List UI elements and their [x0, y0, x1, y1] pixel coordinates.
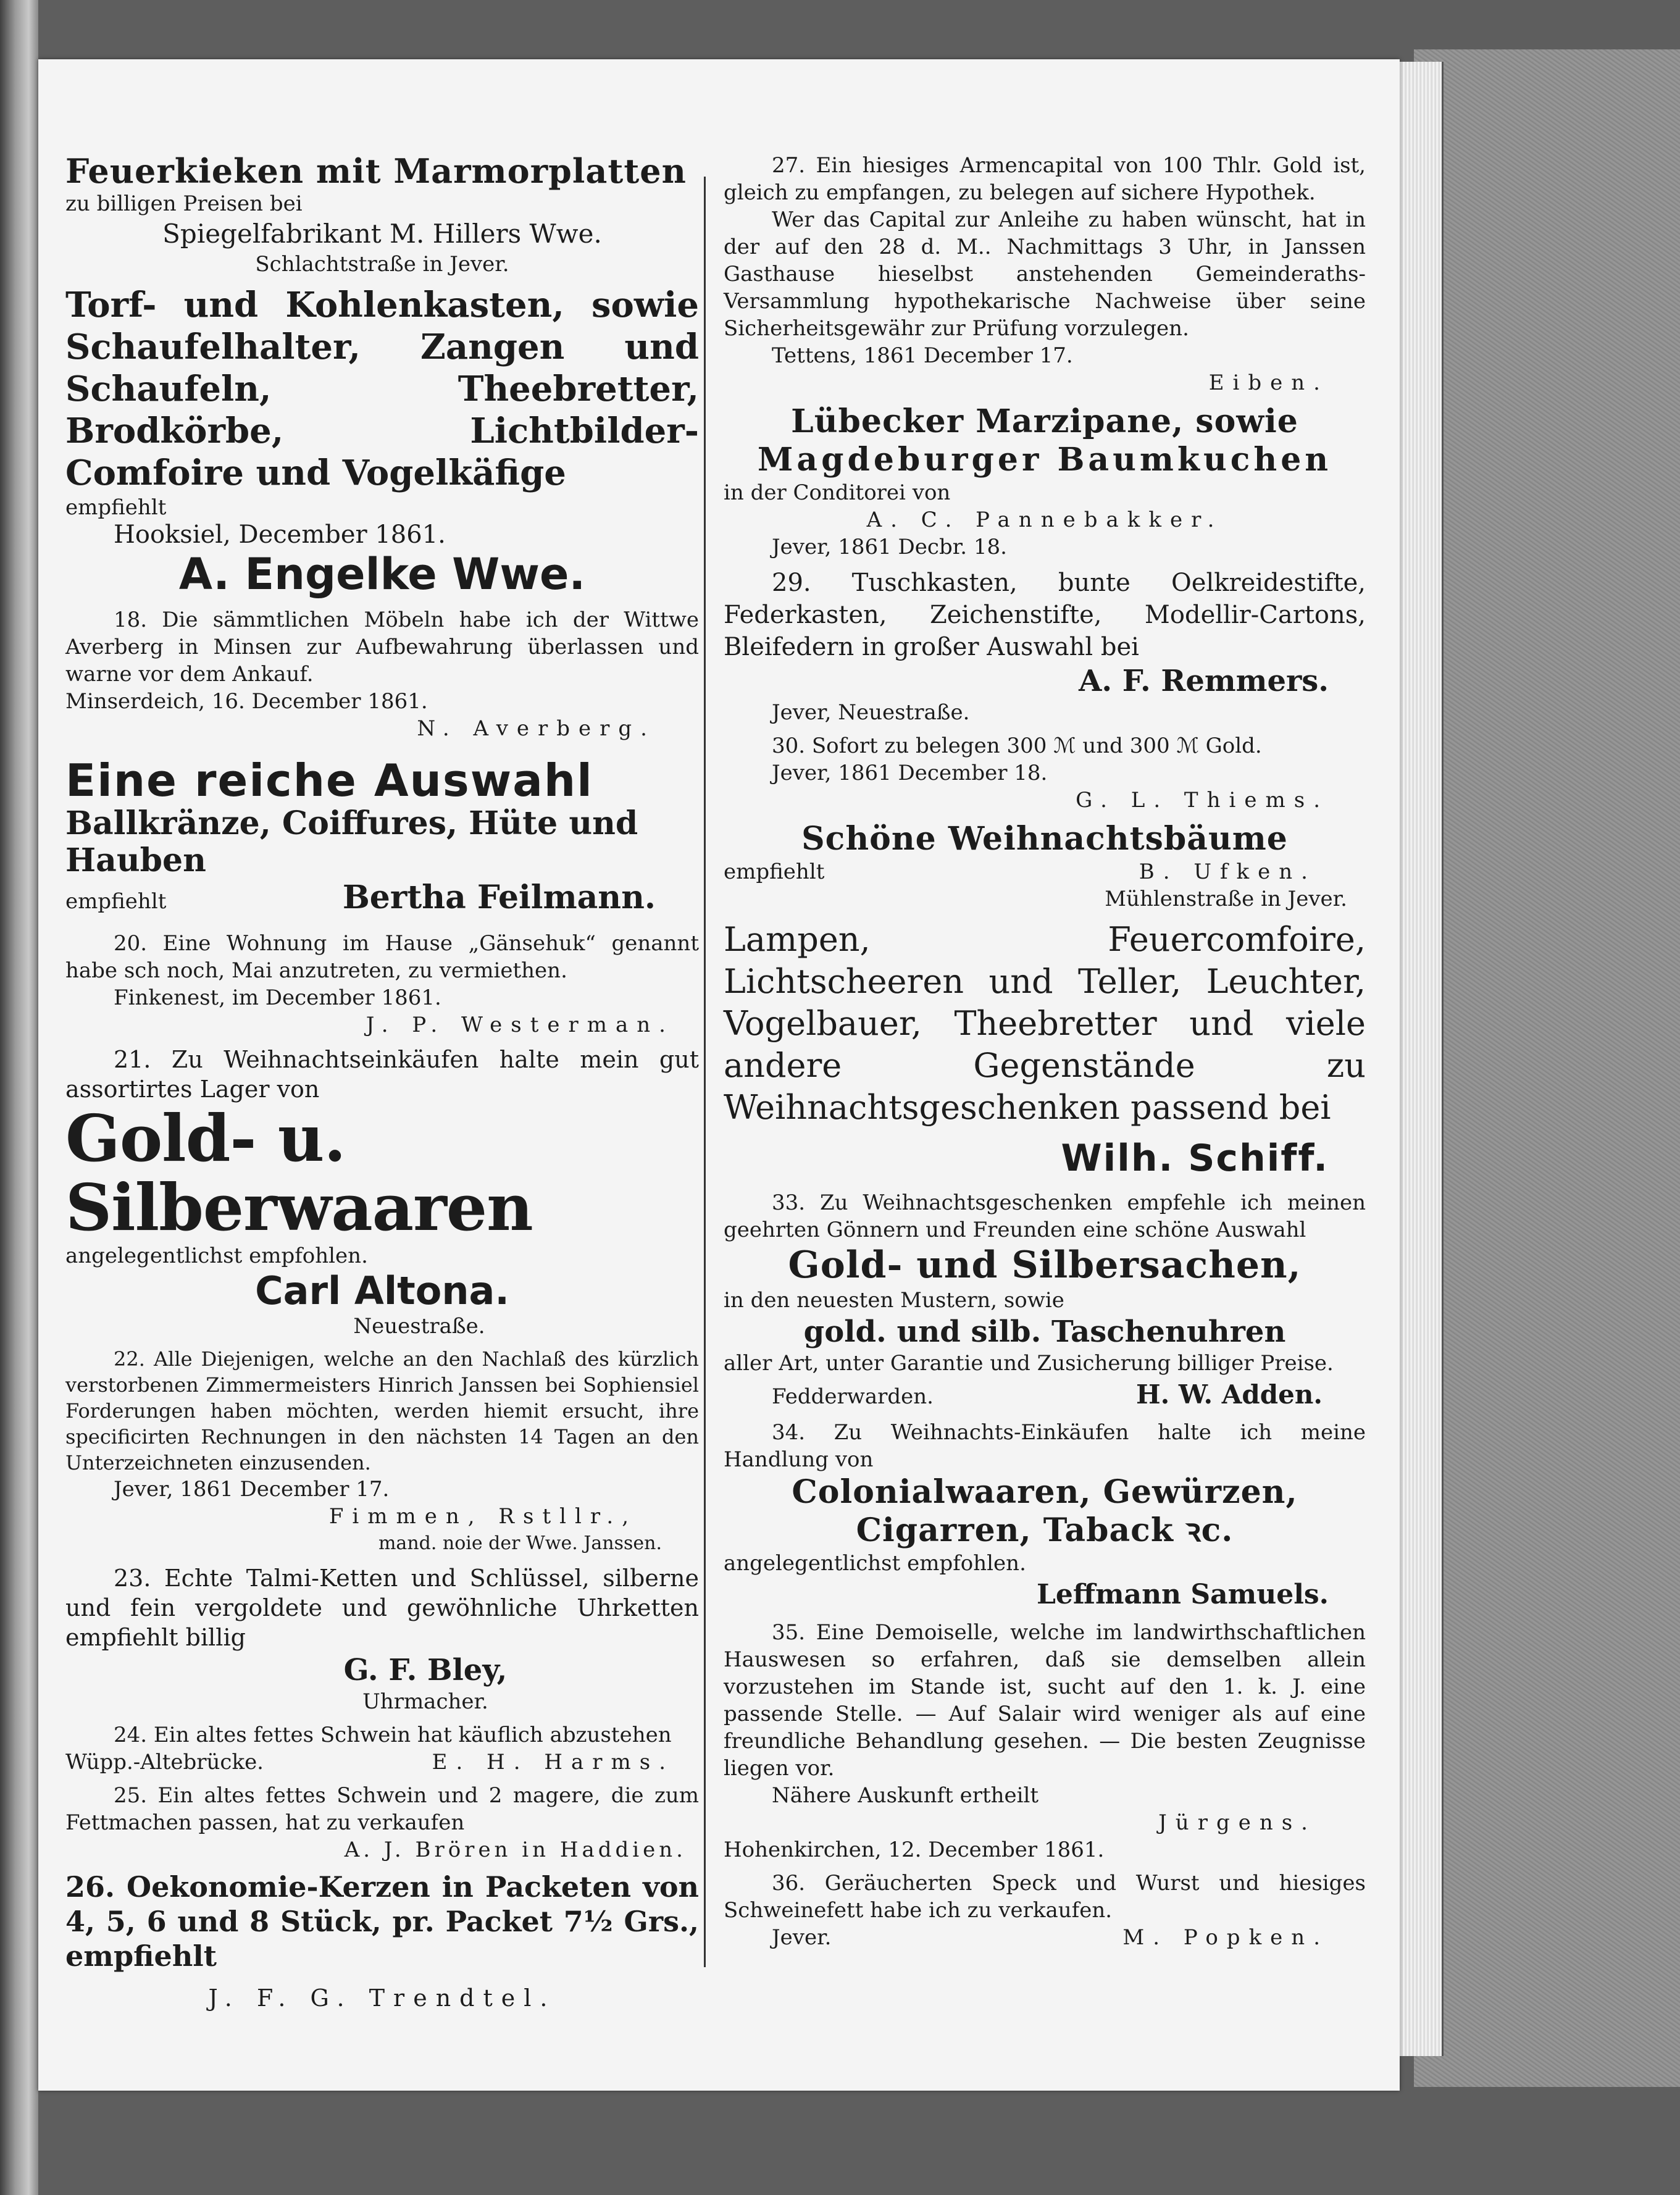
ad-signature: A. F. Remmers. [1079, 664, 1329, 698]
ad-headline: Colonialwaaren, Gewürzen, [792, 1473, 1298, 1511]
ad-signature: E. H. Harms. [432, 1750, 674, 1775]
column-rule [704, 177, 706, 1967]
ad-torf [65, 284, 699, 600]
ad-place: Fedderwarden. [772, 1384, 934, 1409]
ad-text: 29. Tuschkasten, bunte Oelkreidestifte, Federkasten, Zeichenstifte, Modellir-Cartons, Bleifedern in großer Auswahl bei [724, 569, 1366, 661]
ad-title: Lübecker Marzipane, sowie [791, 403, 1298, 440]
ad-place: Jever, 1861 December 18. [772, 761, 1048, 785]
ad-headline: Gold- und Silbersachen, [788, 1244, 1302, 1287]
ad-line: aller Art, unter Garantie und Zusicherung billiger Preise. [724, 1351, 1334, 1376]
ad-signature: G. F. Bley, [343, 1653, 508, 1687]
ad-line: angelegentlichst empfohlen. [65, 1244, 368, 1268]
ad-23 [65, 1563, 699, 1715]
ad-line: in den neuesten Mustern, sowie [724, 1288, 1064, 1313]
ad-body: Lampen, Feuercomfoire, Lichtscheeren und Teller, Leuchter, Vogelbauer, Theebretter und viele andere Gegenstände zu Weihnachtsgeschenken passend bei [724, 920, 1366, 1127]
ad-text: 23. Echte Talmi-Ketten und Schlüssel, silberne und fein vergoldete und gewöhnliche Uhrketten empfiehlt billig [65, 1565, 699, 1651]
left-column [65, 152, 699, 2012]
ad-signature: M. Popken. [1122, 1925, 1329, 1950]
book-cover-right [1414, 49, 1680, 2087]
ad-empfiehlt: empfiehlt [65, 495, 167, 520]
ad-line: Nähere Auskunft ertheilt [772, 1783, 1039, 1808]
ad-line: zu billigen Preisen bei [65, 191, 303, 216]
ad-feuerkieken [65, 152, 699, 278]
ad-text: 35. Eine Demoiselle, welche im landwirthschaftlichen Hauswesen so erfahren, daß sie demselben allein vorzustehen im Stande ist, sucht auf den 1. k. J. eine passende Stelle. — Auf Salair wird weniger als auf eine freundliche Behandlung gesehen. — Die besten Zeugnisse liegen vor. [724, 1620, 1366, 1781]
ad-headline: Gold- u. Silberwaaren [65, 1100, 533, 1245]
ad-signature: Leffmann Samuels. [1036, 1579, 1329, 1610]
ad-signature: Carl Altona. [255, 1268, 509, 1313]
ad-reiche-auswahl [65, 756, 699, 916]
ad-signature: J. P. Westerman. [366, 1013, 674, 1037]
ad-role: Uhrmacher. [362, 1689, 488, 1714]
ad-text: 22. Alle Diejenigen, welche an den Nachlaß des kürzlich verstorbenen Zimmermeisters Hinrich Janssen bei Sophiensiel Forderungen haben möchten, werden hiemit ersucht, ihre specificirten Rechnungen in den nächsten 14 Tagen an den Unterzeichneten einzusenden. [65, 1347, 699, 1474]
ad-place: Jever, 1861 Decbr. 18. [772, 535, 1007, 559]
ad-24 [65, 1721, 699, 1776]
ad-signature: N. Averberg. [417, 716, 656, 741]
ad-place: Finkenest, im December 1861. [114, 985, 441, 1010]
ad-signature: B. Ufken. [1139, 859, 1316, 884]
ad-place: Jever, 1861 December 17. [114, 1477, 390, 1502]
ad-30 [724, 732, 1366, 814]
ad-headline: gold. und silb. Taschenuhren [803, 1315, 1286, 1349]
ad-empfiehlt: empfiehlt [65, 889, 167, 914]
ad-text: 26. Oekonomie-Kerzen in Packeten von 4, 5, 6 und 8 Stück, pr. Packet 7½ Grs., empfiehlt [65, 1870, 699, 1973]
ad-place: Wüpp.-Altebrücke. [65, 1750, 264, 1775]
ad-33 [724, 1189, 1366, 1413]
ad-headline: Cigarren, Taback ꝛc. [856, 1511, 1234, 1549]
ad-text: 36. Geräucherten Speck und Wurst und hiesiges Schweinefett habe ich zu verkaufen. [724, 1871, 1366, 1923]
ad-26 [65, 1870, 699, 2012]
ad-signature: Bertha Feilmann. [342, 879, 656, 916]
ad-text: 33. Zu Weihnachtsgeschenken empfehle ich meinen geehrten Gönnern und Freunden eine schöne Auswahl [724, 1190, 1366, 1242]
ad-21 [65, 1045, 699, 1340]
ad-line: Schlachtstraße in Jever. [255, 252, 509, 277]
ad-signature: G. L. Thiems. [1076, 788, 1329, 813]
ad-text: Wer das Capital zur Anleihe zu haben wünscht, hat in der auf den 28 d. M.. Nachmittags 3 Uhr, in Janssen Gasthause hieselbst anstehenden Gemeinderaths-Versammlung hypothekarische Nachweise über seine Sicherheitsgewähr zur Prüfung vorzulegen. [724, 207, 1366, 341]
ad-street: Mühlenstraße in Jever. [1105, 887, 1347, 911]
ad-street: Neuestraße. [353, 1314, 485, 1339]
ad-27 [724, 152, 1366, 396]
ad-place: Minserdeich, 16. December 1861. [65, 689, 428, 714]
ad-signature: J. F. G. Trendtel. [208, 1984, 556, 2012]
ad-25 [65, 1782, 699, 1863]
book-binding-left [0, 0, 38, 2195]
ad-place: Jever. [772, 1925, 832, 1950]
ad-title: Feuerkieken mit Marmorplatten [65, 151, 687, 191]
ad-place: Hooksiel, December 1861. [114, 521, 446, 549]
ad-signature: Jürgens. [1158, 1810, 1316, 1835]
ad-body: Torf- und Kohlenkasten, sowie Schaufelhalter, Zangen und Schaufeln, Theebretter, Brodkörbe, Lichtbilder-Comfoire und Vogelkäfige [65, 285, 699, 493]
ad-empfiehlt: empfiehlt [724, 859, 825, 884]
ad-29 [724, 567, 1366, 726]
ad-text: 25. Ein altes fettes Schwein und 2 magere, die zum Fettmachen passen, hat zu verkaufen [65, 1783, 699, 1835]
ad-signature: Fimmen, Rstllr., [328, 1504, 637, 1529]
ad-marzipan [724, 403, 1366, 561]
ad-text: 24. Ein altes fettes Schwein hat käuflich abzustehen [114, 1723, 672, 1747]
ad-weihnachtsbaeume [724, 820, 1366, 913]
ad-signature: A. Engelke Wwe. [178, 549, 586, 600]
ad-36 [724, 1870, 1366, 1951]
ad-22 [65, 1346, 699, 1557]
ad-text: 20. Eine Wohnung im Hause „Gänsehuk“ genannt habe sch noch, Mai anzutreten, zu vermiethen. [65, 931, 699, 983]
ad-lampen [724, 919, 1366, 1183]
ad-35 [724, 1619, 1366, 1863]
ad-signature-line: mand. noie der Wwe. Janssen. [378, 1532, 662, 1554]
ad-line: Ballkränze, Coiffures, Hüte und Hauben [65, 805, 638, 879]
ad-signature: Wilh. Schiff. [1061, 1137, 1329, 1180]
ad-line: Spiegelfabrikant M. Hillers Wwe. [162, 219, 602, 249]
ad-title: Magdeburger Baumkuchen [757, 441, 1332, 479]
ad-text: 34. Zu Weihnachts-Einkäufen halte ich meine Handlung von [724, 1420, 1366, 1472]
newspaper-page [38, 59, 1400, 2091]
ad-18 [65, 606, 699, 742]
ad-signature: H. W. Adden. [1136, 1379, 1323, 1410]
ad-signature: A. C. Pannebakker. [866, 508, 1223, 532]
ad-signature: A. J. Brören in Haddien. [344, 1838, 687, 1862]
ad-line: in der Conditorei von [724, 480, 951, 505]
ad-line: angelegentlichst empfohlen. [724, 1551, 1026, 1576]
ad-signature: Eiben. [1208, 370, 1329, 395]
ad-text: 27. Ein hiesiges Armencapital von 100 Thlr. Gold ist, gleich zu empfangen, zu belegen auf sichere Hypothek. [724, 153, 1366, 205]
ad-title: Eine reiche Auswahl [65, 755, 593, 806]
ad-text: 18. Die sämmtlichen Möbeln habe ich der Wittwe Averberg in Minsen zur Aufbewahrung überlassen und warne vor dem Ankauf. [65, 608, 699, 687]
ad-text: 21. Zu Weihnachtseinkäufen halte mein gut assortirtes Lager von [65, 1046, 699, 1103]
right-column [724, 152, 1366, 1951]
ad-place: Tettens, 1861 December 17. [772, 343, 1073, 368]
ad-place: Hohenkirchen, 12. December 1861. [724, 1838, 1105, 1862]
ad-title: Schöne Weihnachtsbäume [801, 820, 1288, 858]
ad-20 [65, 930, 699, 1039]
ad-34 [724, 1419, 1366, 1613]
ad-text: 30. Sofort zu belegen 300 ℳ und 300 ℳ Gold. [772, 734, 1262, 758]
ad-place: Jever, Neuestraße. [772, 700, 970, 725]
